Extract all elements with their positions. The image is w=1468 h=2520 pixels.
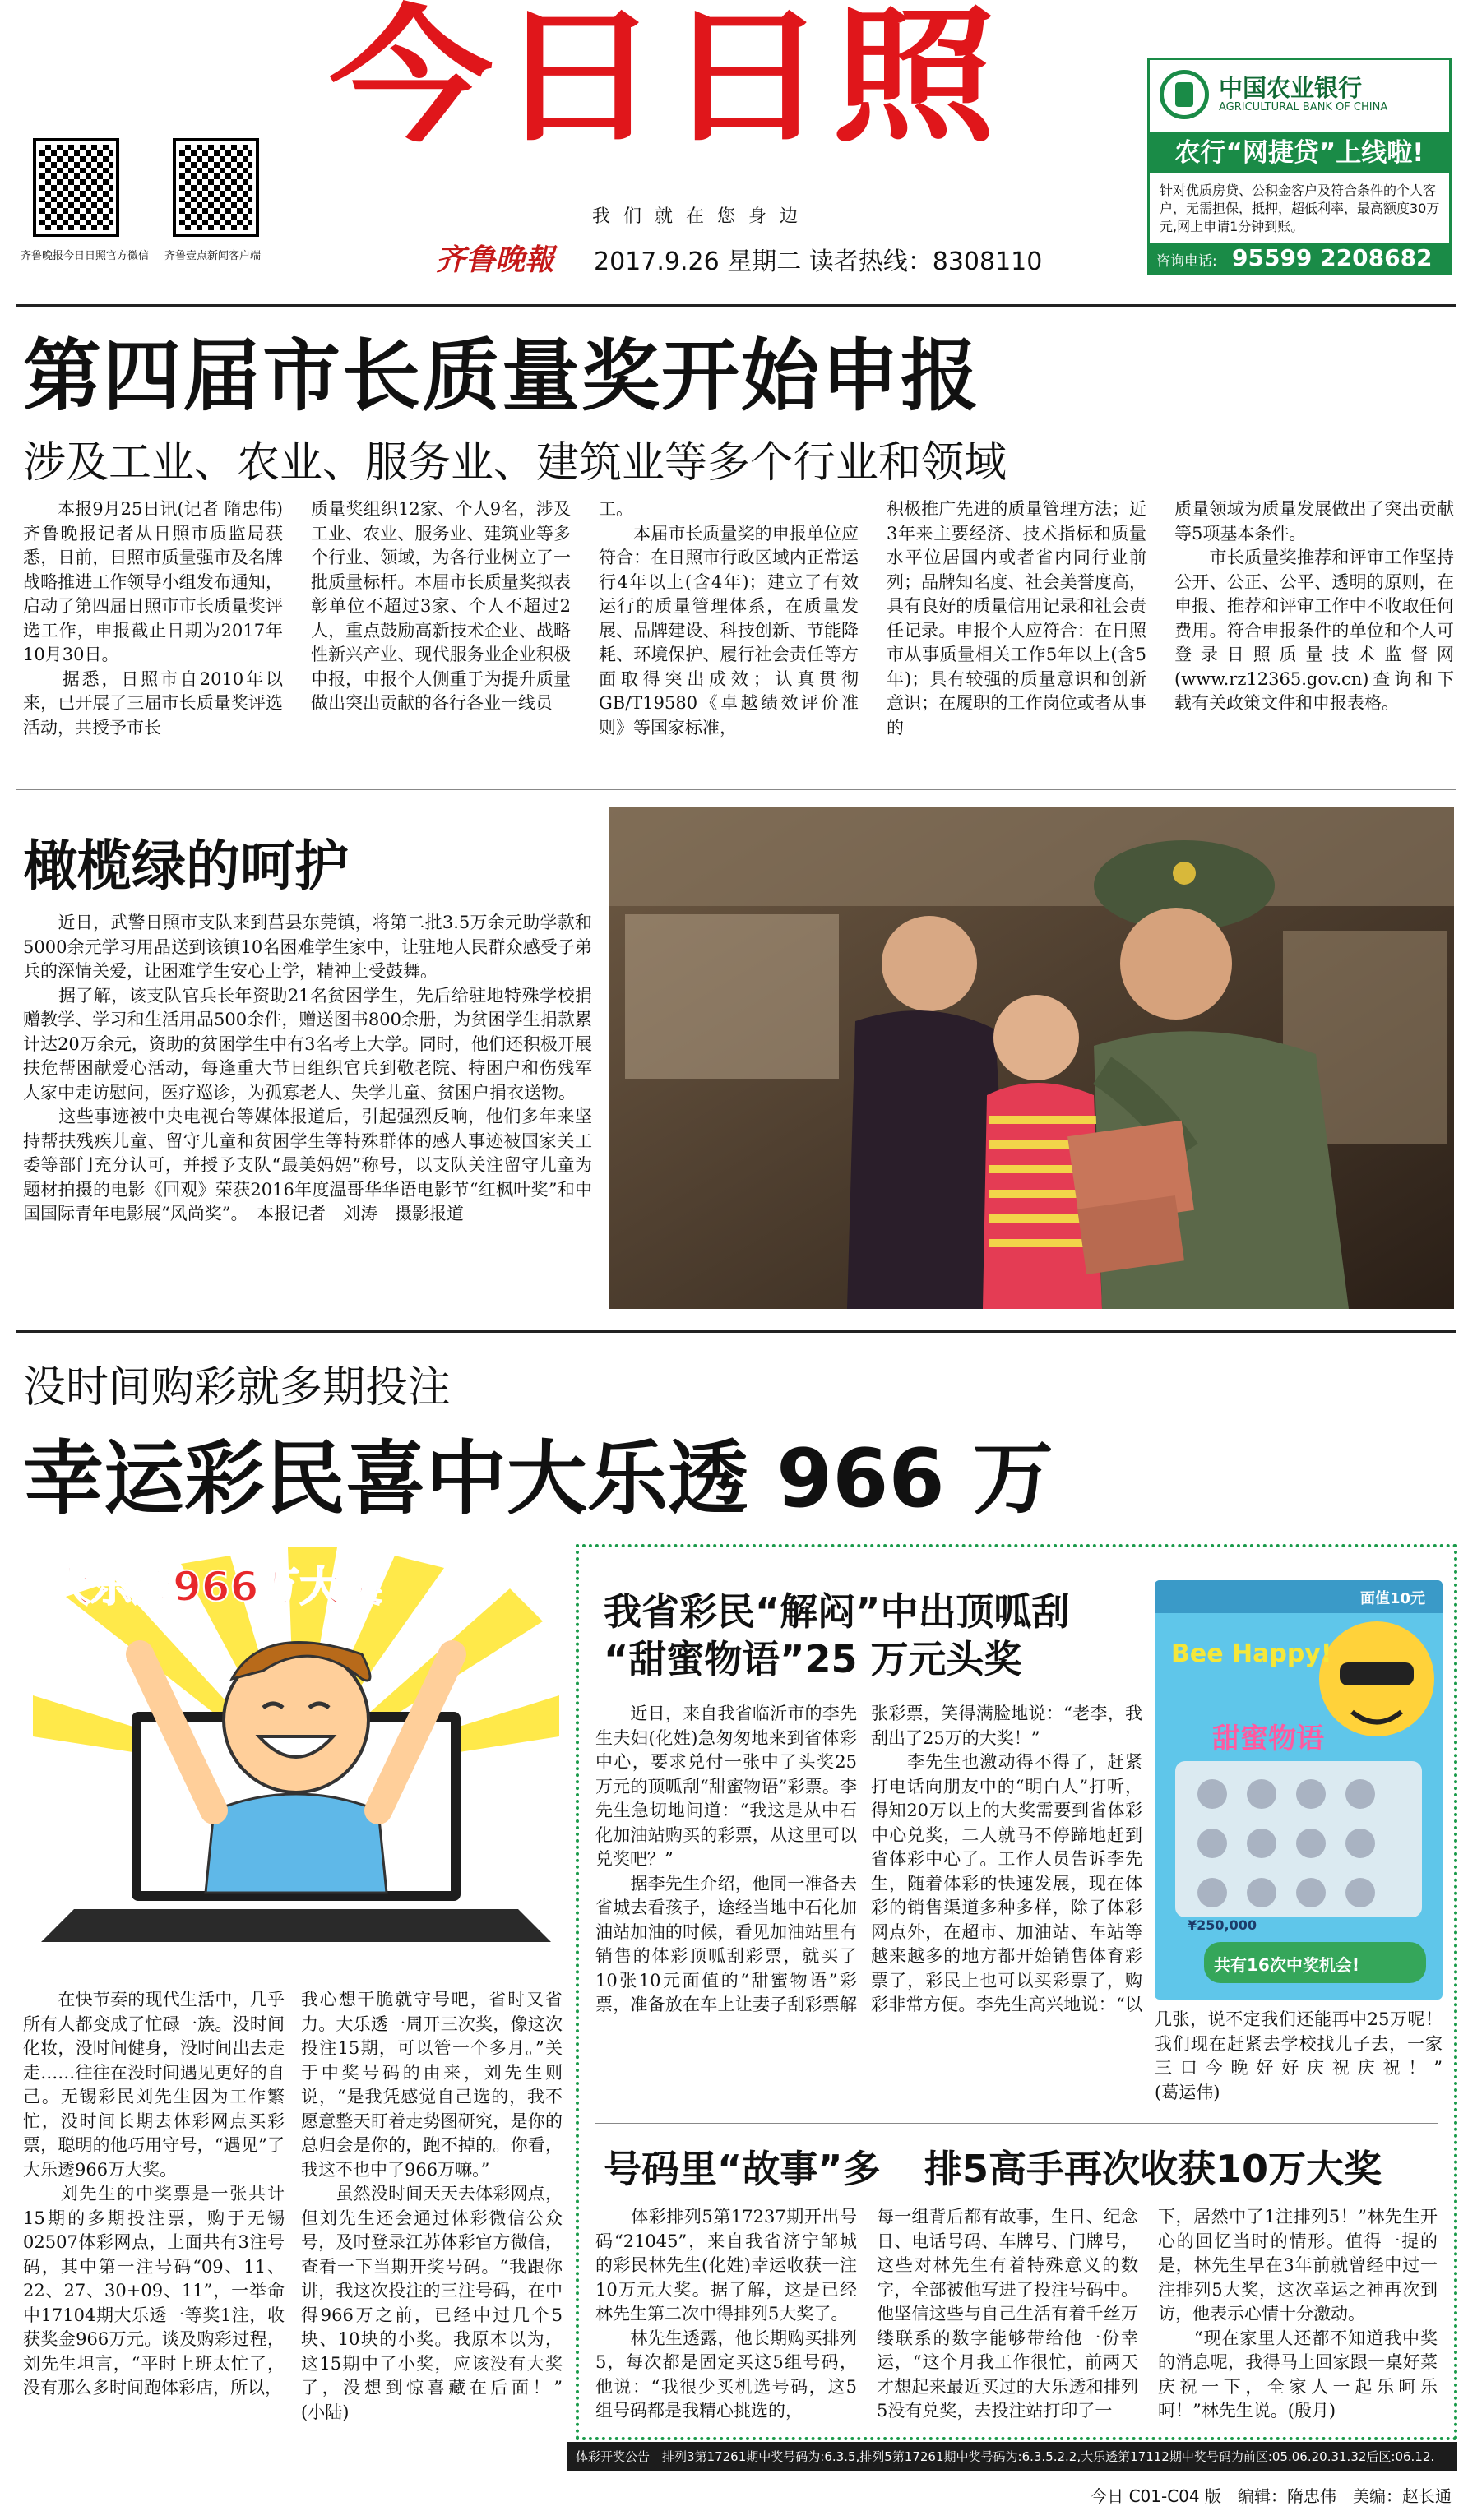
bank-name: 中国农业银行 <box>1219 74 1363 102</box>
newspaper-title: 今日日照 <box>329 0 1000 162</box>
ad-phone-number: 95599 2208682 <box>1232 244 1433 271</box>
lottery-results-bar: 体彩开奖公告 排列3第17261期中奖号码为:6.3.5,排列5第17261期中奖号码为:6.3.5.2.2,大乐透第17112期中奖号码为前区:05.06.20.31.32后区:06.12. <box>567 2442 1457 2471</box>
story1-subhead: 涉及工业、农业、服务业、建筑业等多个行业和领域 <box>23 438 1007 488</box>
story1-headline: 第四届市长质量奖开始申报 <box>23 331 981 422</box>
story5-column-1: 体彩排列5第17237期开出号码“21045”，来自我省济宁邹城的彩民林先生(化姓)幸运收获一注10万元大奖。据了解，这是已经林先生第二次中得排列5大奖了。 林先生透露，他长期购买排列5，每次都是固定买这5组号码，他说：“我很少买机选号码，这5组号码都是我精心挑选的， <box>595 2207 857 2421</box>
ad-phone-bar <box>1150 243 1449 273</box>
lottery-cartoon <box>16 1531 576 1968</box>
story4-column-3: 几张，说不定我们还能再中25万呢！我们现在赶紧去学校找儿子去，一家三口今晚好好庆祝庆祝！” (葛运伟) <box>1155 2009 1443 2102</box>
card-bee-text: Bee Happy! <box>1171 1639 1332 1668</box>
qr-code-left <box>33 138 119 237</box>
story4-headline-line2: “甜蜜物语”25 万元头奖 <box>604 1637 1022 1681</box>
story4-divider <box>595 2123 1438 2124</box>
ad-phone-label: 咨询电话: <box>1156 253 1217 270</box>
bank-name-english: AGRICULTURAL BANK OF CHINA <box>1219 101 1388 113</box>
qr-right-caption: 齐鲁壹点新闻客户端 <box>164 250 262 262</box>
card-price: 面值10元 <box>1360 1590 1426 1607</box>
story3-headline: 幸运彩民喜中大乐透 966 万 <box>23 1432 1054 1526</box>
story1-column-3: 工。 本届市长质量奖的申报单位应符合：在日照市行政区域内正常运行4年以上(含4年)；建立了有效运行的质量管理体系，在质量发展、品牌建设、科技创新、节能降耗、环境保护、履行社会责任等方面取得突出成效；认真贯彻GB/T19580《卓越绩效评价准则》等国家标准， <box>599 499 859 738</box>
story5-headline-right: 排5高手再次收获10万大奖 <box>924 2147 1382 2191</box>
paper-name-logo: 齐鲁晚報 <box>436 243 555 277</box>
story4-column-1: 近日，来自我省临沂市的李先生夫妇(化姓)急匆匆地来到省体彩中心，要求兑付一张中了头奖25万元的顶呱刮“甜蜜物语”彩票。李先生急切地问道：“我这是从中石化加油站购买的彩票，从这里可以兑奖吧？” 据李先生介绍，他同一准备去省城去看孩子，途经当地中石化加油站加油的时候，看见加油站里有销售的体彩顶呱刮彩票，就买了10张10元面值的“甜蜜物语”彩票，准备放在车上让妻子刮彩票解 <box>595 1704 857 2014</box>
cartoon-caption: 大乐透966万大奖 <box>49 1563 382 1611</box>
story4-column-2: 张彩票，笑得满脸地说：“老李，我刮出了25万的大奖！” 李先生也激动得不得了，赶紧打电话向朋友中的“明白人”打听，得知20万以上的大奖需要到省体彩中心兑奖，二人就马不停蹄地赶到省体彩中心了。工作人员告诉李先生，随着体彩的快速发展，现在体彩的销售渠道多种多样，除了体彩网点外，在超市、加油站、车站等越来越多的地方都开始销售体育彩票了，彩民上也可以买彩票了，购彩非常方便。李先生高兴地说：“以 <box>871 1704 1142 2014</box>
story5-headline-left: 号码里“故事”多 <box>604 2147 881 2191</box>
card-title: 甜蜜物语 <box>1212 1722 1324 1755</box>
bank-advertisement <box>1147 58 1452 275</box>
story5-column-3: 下，居然中了1注排列5！”林先生开心的回忆当时的情形。值得一提的是，林先生早在3年前就曾经中过一注排列5大奖，这次幸运之神再次到访，他表示心情十分激动。 “现在家里人还都不知道我中奖的消息呢，我得马上回家跟一桌好菜庆祝一下，全家人一起乐呵乐呵！”林先生说。(殷月) <box>1158 2207 1438 2421</box>
page-credits: 今日 C01-C04 版 编辑：隋忠伟 美编：赵长通 <box>1091 2486 1452 2506</box>
lottery-news-box <box>576 1544 1457 2440</box>
soldiers-delivering-gifts-image <box>609 807 1454 1309</box>
card-prize-amount: ¥250,000 <box>1188 1917 1257 1933</box>
scratch-card-image <box>1155 1580 1443 2000</box>
story4-headline-line1: 我省彩民“解闷”中出顶呱刮 <box>604 1589 1070 1634</box>
story5-column-2: 每一组背后都有故事，生日、纪念日、电话号码、车牌号、门牌号，这些对林先生有着特殊意义的数字，全部被他写进了投注号码中。他坚信这些与自己生活有着千丝万缕联系的数字能够带给他一份幸运，“这个月我工作很忙，前两天才想起来最近买过的大乐透和排列5没有兑奖，去投注站打印了一 <box>877 2207 1138 2421</box>
story2-divider <box>16 1330 1456 1333</box>
qr-code-right <box>173 138 259 237</box>
story1-column-1: 本报9月25日讯(记者 隋忠伟) 齐鲁晚报记者从日照市质监局获悉，日前，日照市质量强市及名牌战略推进工作领导小组发布通知，启动了第四届日照市市长质量奖评选工作，申报截止日期为2017年10月30日。 据悉，日照市自2010年以来，已开展了三届市长质量奖评选活动，共授予市长 <box>23 499 283 738</box>
slogan: 我们就在您身边 <box>592 206 812 227</box>
story1-divider <box>16 789 1456 790</box>
story2-photo <box>609 807 1454 1309</box>
dateline: 2017.9.26 星期二 读者热线：8308110 <box>594 247 1043 276</box>
story2-body: 近日，武警日照市支队来到莒县东莞镇，将第二批3.5万余元助学款和5000余元学习用品送到该镇10名困难学生家中，让驻地人民群众感受子弟兵的深情关爱，让困难学生安心上学，精神上受鼓舞。 据了解，该支队官兵长年资助21名贫困学生，先后给驻地特殊学校捐赠教学、学习和生活用品500余件，赠送图书800余册，为贫困学生捐款累计达20万余元，资助的贫困学生中有3名考上大学。同时，他们还积极开展扶危帮困献爱心活动，每逢重大节日组织官兵到敬老院、特困户和伤残军人家中走访慰问，医疗巡诊，为孤寡老人、失学儿童、贫困户捐衣送物。 这些事迹被中央电视台等媒体报道后，引起强烈反响，他们多年来坚持帮扶残疾儿童、留守儿童和贫困学生等特殊群体的感人事迹被国家关工委等部门充分认可，并授予支队“最美妈妈”称号，以支队关注留守儿童为题材拍摄的电影《回观》荣获2016年度温哥华华语电影节“红枫叶奖”和中国国际青年电影展“风尚奖”。 本报记者 刘涛 摄影报道 <box>23 913 592 1223</box>
story1-column-2: 质量奖组织12家、个人9名，涉及工业、农业、服务业、建筑业等多个行业、领域，为各行业树立了一批质量标杆。本届市长质量奖拟表彰单位不超过3家、个人不超过2人，重点鼓励高新技术企业、战略性新兴产业、现代服务业企业积极申报，申报个人侧重于为提升质量做出突出贡献的各行各业一线员 <box>311 499 571 713</box>
qr-left-caption: 齐鲁晚报今日日照官方微信 <box>21 250 150 262</box>
bank-logo-icon <box>1160 70 1209 119</box>
story3-column-2: 我心想干脆就守号吧，省时又省力。大乐透一周开三次奖，像这次投注15期，可以管一个多月。”关于中奖号码的由来，刘先生则说，“是我凭感觉自己选的，我不愿意整天盯着走势图研究，是你的总归会是你的，跑不掉的。你看，我这不也中了966万嘛。” 虽然没时间天天去体彩网点，但刘先生还会通过体彩微信公众号，及时登录江苏体彩官方微信，查看一下当期开奖号码。“我跟你讲，我这次投注的三注号码，在中得966万之前，已经中过几个5块、10块的小奖。我原本以为，这15期中了小奖，应该没有大奖了，没想到惊喜藏在后面！” (小陆) <box>301 1990 563 2422</box>
story3-column-1: 在快节奏的现代生活中，几乎所有人都变成了忙碌一族。没时间化妆，没时间健身，没时间出去走走……往往在没时间遇见更好的自己。无锡彩民刘先生因为工作繁忙，没时间长期去体彩网点买彩票，聪明的他巧用守号，“遇见”了大乐透966万大奖。 刘先生的中奖票是一张共计15期的多期投注票，购于无锡02507体彩网点，上面共有3注号码，其中第一注号码“09、11、22、27、30+09、11”，一举命中17104期大乐透一等奖1注，收获奖金966万元。谈及购彩过程，刘先生坦言，“平时上班太忙了，没有那么多时间跑体彩店，所以， <box>23 1990 285 2397</box>
masthead-divider <box>16 304 1456 307</box>
ad-headline: 农行“网捷贷”上线啦! <box>1150 132 1449 173</box>
ad-description: 针对优质房贷、公积金客户及符合条件的个人客户，无需担保，抵押，超低利率，最高额度30万元,网上申请1分钟到账。 <box>1160 183 1440 234</box>
story1-column-5: 质量领域为质量发展做出了突出贡献等5项基本条件。 市长质量奖推荐和评审工作坚持公开、公正、公平、透明的原则，在申报、推荐和评审工作中不收取任何费用。符合申报条件的单位和个人可登录日照质量技术监督网(www.rz12365.gov.cn)查询和下载有关政策文件和申报表格。 <box>1174 499 1454 713</box>
story3-kicker: 没时间购彩就多期投注 <box>23 1363 452 1413</box>
masthead <box>0 0 1468 312</box>
story1-column-4: 积极推广先进的质量管理方法；近3年来主要经济、技术指标和质量水平位居国内或者省内同行业前列；品牌知名度、社会美誉度高，具有良好的质量信用记录和社会责任记录。申报个人应符合：在日照市从事质量相关工作5年以上(含5年)；具有较强的质量意识和创新意识；在履职的工作岗位或者从事的 <box>887 499 1146 738</box>
story2-headline: 橄榄绿的呵护 <box>23 835 349 898</box>
card-bottom-text: 共有16次中奖机会! <box>1214 1955 1359 1975</box>
